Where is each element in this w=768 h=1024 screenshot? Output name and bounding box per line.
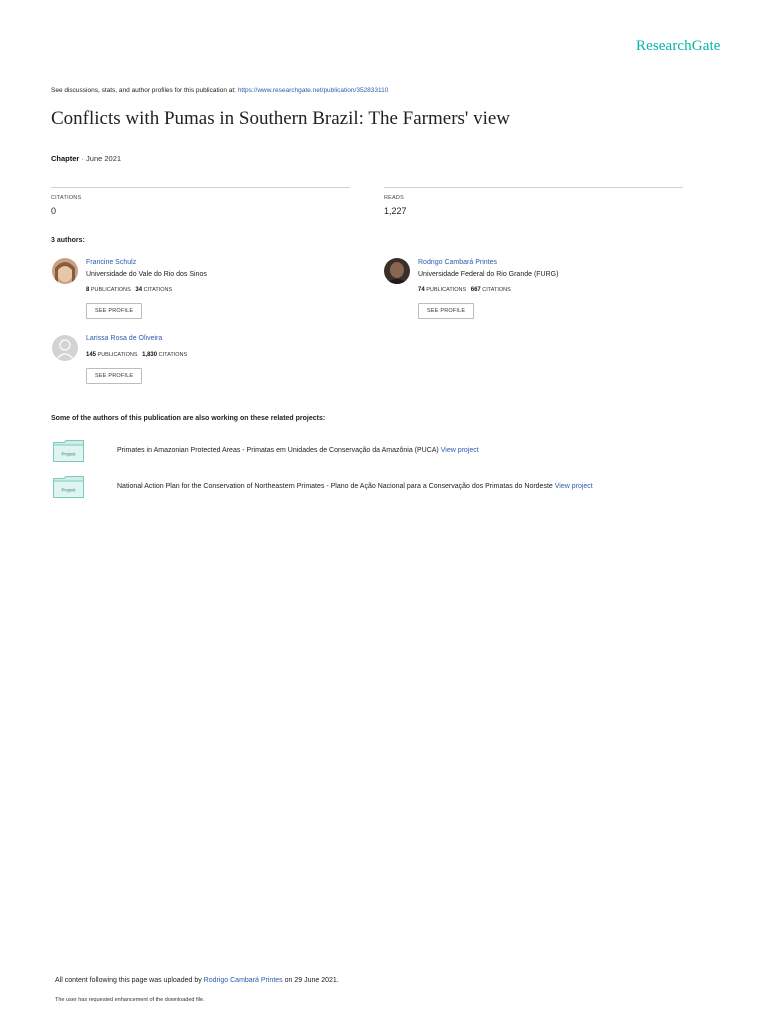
citations-label: CITATIONS (51, 195, 82, 201)
upload-date: on 29 June 2021. (284, 977, 339, 984)
author-name-link[interactable]: Larissa Rosa de Oliveira (86, 335, 163, 342)
author-citations-count: 667 (470, 287, 481, 293)
reads-divider (384, 187, 683, 188)
author-publications-count: 74 (418, 287, 425, 293)
author-avatar[interactable] (52, 335, 78, 361)
publication-meta (51, 154, 121, 163)
upload-info (55, 977, 339, 984)
authors-heading: 3 authors: (51, 237, 85, 244)
author-citations-count: 34 (135, 287, 143, 293)
author-citations-label: CITATIONS (482, 287, 511, 293)
project-item (117, 483, 593, 490)
see-profile-button[interactable]: SEE PROFILE (86, 368, 142, 384)
upload-prefix: All content following this page was uploaded by (55, 977, 202, 984)
see-profile-button[interactable]: SEE PROFILE (86, 303, 142, 319)
researchgate-logo[interactable]: ResearchGate (636, 38, 721, 54)
author-stats (418, 287, 511, 293)
author-stats (86, 287, 172, 293)
author-publications-label: PUBLICATIONS (97, 352, 138, 358)
citations-value: 0 (51, 206, 57, 216)
project-title: Primates in Amazonian Protected Areas - Primatas em Unidades de Conservação da Amazônia (PUCA) (117, 447, 439, 454)
author-publications-label: PUBLICATIONS (426, 287, 467, 293)
reads-label: READS (384, 195, 404, 201)
author-stats (86, 352, 187, 358)
author-citations-label: CITATIONS (158, 352, 188, 358)
author-citations-count: 1,830 (142, 352, 158, 358)
citations-divider (51, 187, 350, 188)
reads-value: 1,227 (384, 206, 407, 216)
author-publications-count: 8 (86, 287, 90, 293)
author-publications-label: PUBLICATIONS (90, 287, 131, 293)
default-avatar-icon (52, 335, 78, 361)
view-project-link[interactable]: View project (554, 483, 593, 490)
author-publications-count: 145 (86, 352, 97, 358)
folder-label: Project (61, 487, 76, 493)
project-title: National Action Plan for the Conservation of Northeastern Primates - Plano de Ação Nacional para a Conservação dos Primatas do Nordeste (117, 483, 553, 490)
author-photo-icon (384, 258, 410, 284)
author-institution: Universidade do Vale do Rio dos Sinos (86, 271, 207, 278)
author-institution: Universidade Federal do Rio Grande (FURG) (418, 271, 559, 278)
folder-label: Project (61, 451, 76, 457)
uploader-link[interactable]: Rodrigo Cambará Printes (203, 977, 283, 984)
author-citations-label: CITATIONS (143, 287, 173, 293)
see-discussions-text: See discussions, stats, and author profiles for this publication at: (51, 87, 236, 94)
author-name-link[interactable]: Rodrigo Cambará Printes (418, 259, 497, 266)
author-name-link[interactable]: Francine Schulz (86, 259, 137, 266)
see-profile-button[interactable]: SEE PROFILE (418, 303, 474, 319)
author-avatar[interactable] (52, 258, 78, 284)
author-avatar[interactable] (384, 258, 410, 284)
project-folder-icon (53, 476, 84, 498)
author-photo-icon (52, 258, 78, 284)
discussion-line (51, 87, 388, 94)
related-projects-heading: Some of the authors of this publication are also working on these related projects: (51, 415, 326, 422)
view-project-link[interactable]: View project (440, 447, 479, 454)
publication-type: Chapter (51, 154, 80, 163)
publication-title: Conflicts with Pumas in Southern Brazil: The Farmers' view (51, 108, 511, 129)
enhancement-note: The user has requested enhancement of the downloaded file. (55, 997, 205, 1003)
publication-date: · June 2021 (81, 154, 122, 163)
publication-url-link[interactable]: https://www.researchgate.net/publication/352833110 (237, 87, 389, 94)
project-folder-icon (53, 440, 84, 462)
project-item (117, 447, 479, 454)
